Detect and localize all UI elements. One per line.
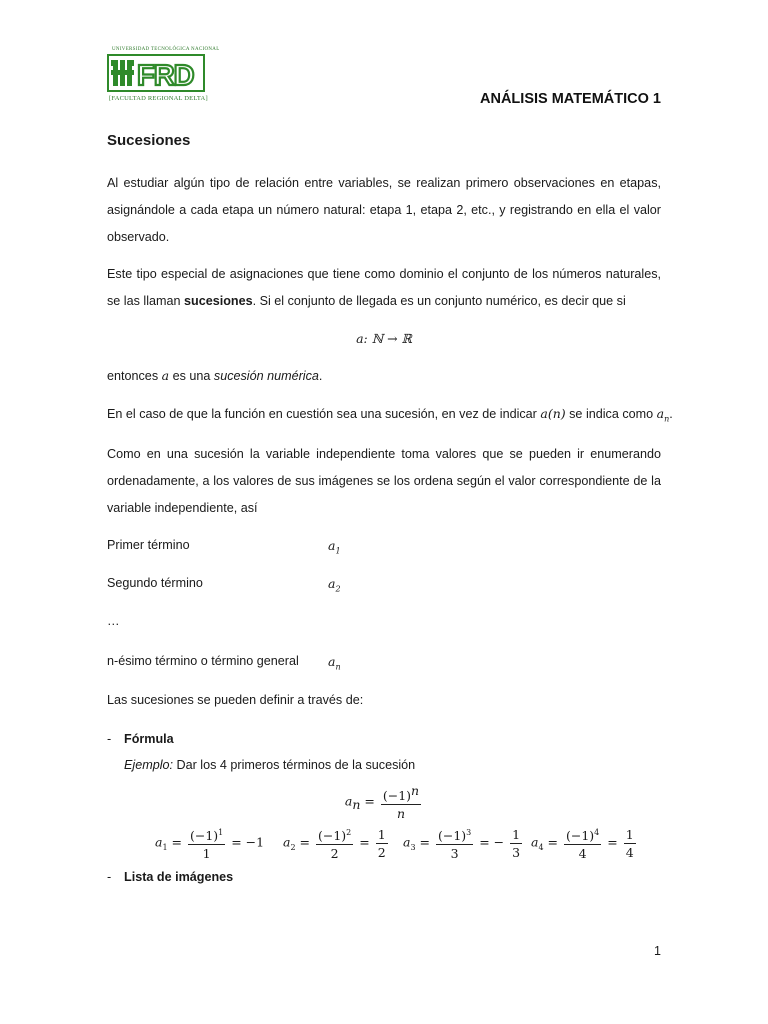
term-ellipsis: … [107, 614, 120, 628]
example-term: $a_3$ = $\frac{(-1)^3}{3}$ = − $\frac{1}{3}$ [403, 824, 524, 862]
notation-text-start: En el caso de que la función en cuestión sea una sucesión, en vez de indicar [107, 407, 541, 421]
example-lhs-sub: 4 [538, 843, 544, 853]
result-numerator: 1 [377, 826, 386, 842]
term-symbol [328, 538, 341, 556]
term-label: n-ésimo término o término general [107, 654, 299, 668]
section-title: Sucesiones [107, 132, 191, 149]
notation-seq-expr [656, 406, 670, 424]
example-exp: 2 [346, 828, 352, 837]
logo-bottom-text: [FACULTAD REGIONAL DELTA] [109, 95, 208, 102]
example-fraction [316, 824, 353, 862]
example-lhs-var: a [155, 834, 163, 850]
example-denominator: 4 [578, 846, 587, 862]
example-lhs-var: a [283, 834, 291, 850]
example-result: = −1 [231, 834, 265, 850]
example-exp: 4 [594, 828, 600, 837]
example-numerator: $(-1)^4$ [564, 824, 601, 845]
logo-mark-text: FRD [137, 60, 194, 90]
example-denominator: 3 [450, 846, 459, 862]
list-item-formula: Fórmula [124, 732, 174, 746]
result-numerator: 1 [625, 826, 634, 842]
definition-term: sucesiones [184, 294, 253, 308]
paragraph-ordering: Como en una sucesión la variable independiente toma valores que se pueden ir enumerando ordenadamente, a los valores de sus imágenes se los ordena según el valor correspondiente de la variable independiente, así [107, 447, 661, 515]
numeric-text-end: . [318, 369, 323, 383]
notation-text-mid: se indica como [565, 407, 657, 421]
page-number: 1 [654, 944, 661, 958]
faculty-logo [107, 47, 220, 107]
example-lhs-var: a [531, 834, 539, 850]
logo-mark-box [107, 54, 205, 92]
example-result: = − [479, 834, 505, 850]
general-formula [0, 782, 768, 822]
term-symbol [328, 654, 341, 672]
general-numerator [381, 782, 421, 805]
term-symbol [328, 576, 341, 594]
notation-function-expr: a(n) [540, 406, 566, 421]
logo-bottom-label: FACULTAD REGIONAL DELTA [111, 95, 206, 102]
result-denominator: 4 [625, 844, 634, 860]
map-formula: a: ℕ → ℝ [356, 331, 412, 346]
paragraph-definition [107, 261, 661, 315]
definition-text-start: Este tipo especial de asignaciones que tiene como dominio el conjunto de los números naturales, se las llaman [107, 267, 661, 308]
term-label: Segundo término [107, 576, 203, 590]
example-label: Ejemplo: [124, 758, 173, 772]
definition-text-end: . Si el conjunto de llegada es un conjunto numérico, es decir que si [252, 294, 626, 308]
numeric-var: a [161, 368, 170, 383]
example-result: = [607, 834, 618, 850]
term-symbol-sub: 1 [335, 546, 341, 556]
equals-sign: = [364, 793, 375, 809]
example-term: $a_4$ = $\frac{(-1)^4}{4}$ = $\frac{1}{4}$ [531, 824, 638, 862]
example-fraction [188, 824, 225, 862]
general-fraction [381, 782, 421, 822]
example-lhs-sub: 2 [290, 843, 296, 853]
term-symbol-sub: n [335, 662, 341, 672]
example-result-fraction [624, 826, 636, 861]
term-label: Primer término [107, 538, 190, 552]
example-exp: 1 [218, 828, 224, 837]
notation-seq-var: a [656, 406, 665, 421]
numerator-base: (−1) [382, 788, 412, 804]
logo-emblem-icon [109, 56, 203, 90]
list-bullet: - [107, 732, 112, 746]
example-numerator: $(-1)^1$ [188, 824, 225, 845]
example-line [124, 758, 415, 772]
term-symbol-var: a [328, 538, 336, 553]
list-bullet: - [107, 870, 112, 884]
example-result: = [359, 834, 370, 850]
notation-seq-sub: n [664, 414, 670, 424]
general-denominator: n [396, 806, 406, 822]
define-intro: Las sucesiones se pueden definir a través de: [107, 693, 364, 707]
result-denominator: 2 [377, 844, 386, 860]
example-denominator: 2 [330, 846, 339, 862]
example-lhs-var: a [403, 834, 411, 850]
example-exp: 3 [466, 828, 472, 837]
term-symbol-var: a [328, 576, 336, 591]
example-fraction [436, 824, 473, 862]
example-denominator: 1 [202, 846, 211, 862]
paragraph-numeric-sequence [107, 368, 322, 383]
example-numerator: $(-1)^2$ [316, 824, 353, 845]
result-numerator: 1 [512, 826, 521, 842]
list-item-image-list: Lista de imágenes [124, 870, 234, 884]
general-formula-lhs: a [344, 793, 353, 809]
numeric-text-start: entonces [107, 369, 162, 383]
paragraph-notation [107, 406, 673, 424]
example-term: $a_2$ = $\frac{(-1)^2}{2}$ = $\frac{1}{2}$ [283, 824, 390, 862]
numerator-exp: n [411, 783, 420, 798]
example-result-fraction [510, 826, 522, 861]
numeric-text-mid: es una [169, 369, 214, 383]
example-fraction [564, 824, 601, 862]
example-numerator: $(-1)^3$ [436, 824, 473, 845]
example-lhs-sub: 1 [162, 843, 168, 853]
term-symbol-sub: 2 [335, 584, 341, 594]
example-lhs-sub: 3 [410, 843, 416, 853]
example-term: $a_1$ = $\frac{(-1)^1}{1}$ = −1 [155, 824, 264, 862]
general-formula-lhs-sub: n [352, 797, 361, 813]
notation-text-end: . [669, 407, 673, 421]
document-header-title: ANÁLISIS MATEMÁTICO 1 [480, 91, 661, 107]
example-result-fraction [376, 826, 388, 861]
paragraph-intro: Al estudiar algún tipo de relación entre variables, se realizan primero observaciones en etapas, asignándole a cada etapa un número natural: etapa 1, etapa 2, etc., y registrando en ella el valor observado. [107, 176, 661, 244]
term-symbol-var: a [328, 654, 336, 669]
result-denominator: 3 [512, 844, 521, 860]
logo-top-text: UNIVERSIDAD TECNOLÓGICA NACIONAL [112, 47, 220, 52]
numeric-term: sucesión numérica [213, 369, 319, 383]
example-text: Dar los 4 primeros términos de la sucesión [173, 758, 416, 772]
